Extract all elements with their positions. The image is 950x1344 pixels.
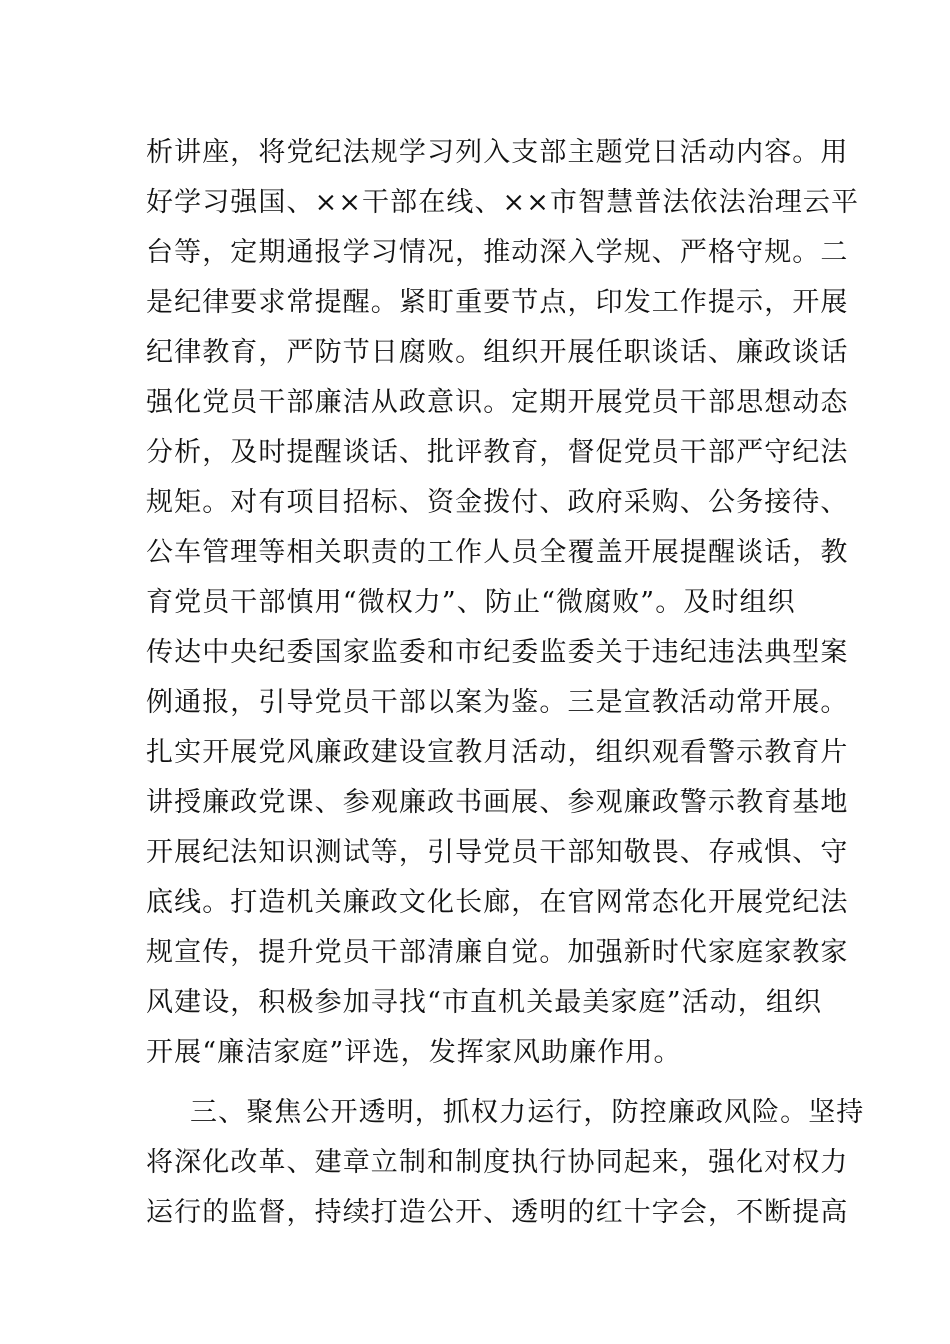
paragraph-line: 运行的监督，持续打造公开、透明的红十字会，不断提高 bbox=[146, 1197, 849, 1228]
paragraph-line: 底线。打造机关廉政文化长廊，在官网常态化开展党纪法 bbox=[146, 887, 849, 918]
paragraph-line: 将深化改革、建章立制和制度执行协同起来，强化对权力 bbox=[146, 1147, 849, 1178]
paragraph-line: 规矩。对有项目招标、资金拨付、政府采购、公务接待、 bbox=[146, 487, 849, 518]
paragraph-line: 风建设，积极参加寻找“市直机关最美家庭”活动，组织 bbox=[146, 987, 823, 1018]
section-heading-line: 三、聚焦公开透明，抓权力运行，防控廉政风险。坚持 bbox=[190, 1097, 865, 1128]
paragraph-line: 公车管理等相关职责的工作人员全覆盖开展提醒谈话，教 bbox=[146, 537, 849, 568]
paragraph-line: 规宣传，提升党员干部清廉自觉。加强新时代家庭家教家 bbox=[146, 937, 849, 968]
paragraph-line: 开展“廉洁家庭”评选，发挥家风助廉作用。 bbox=[146, 1037, 682, 1068]
paragraph-line: 台等，定期通报学习情况，推动深入学规、严格守规。二 bbox=[146, 237, 849, 268]
paragraph-line: 是纪律要求常提醒。紧盯重要节点，印发工作提示，开展 bbox=[146, 287, 849, 318]
paragraph-line: 好学习强国、××干部在线、××市智慧普法依法治理云平 bbox=[146, 187, 860, 218]
paragraph-line: 育党员干部慎用“微权力”、防止“微腐败”。及时组织 bbox=[146, 587, 796, 618]
paragraph-line: 传达中央纪委国家监委和市纪委监委关于违纪违法典型案 bbox=[146, 637, 849, 668]
paragraph-line: 分析，及时提醒谈话、批评教育，督促党员干部严守纪法 bbox=[146, 437, 849, 468]
paragraph-line: 纪律教育，严防节日腐败。组织开展任职谈话、廉政谈话 bbox=[146, 337, 849, 368]
paragraph-line: 讲授廉政党课、参观廉政书画展、参观廉政警示教育基地 bbox=[146, 787, 849, 818]
document-body bbox=[146, 128, 865, 1238]
paragraph-line: 例通报，引导党员干部以案为鉴。三是宣教活动常开展。 bbox=[146, 687, 849, 718]
paragraph-line: 析讲座，将党纪法规学习列入支部主题党日活动内容。用 bbox=[146, 137, 849, 168]
paragraph-line: 强化党员干部廉洁从政意识。定期开展党员干部思想动态 bbox=[146, 387, 849, 418]
paragraph-gap bbox=[146, 1078, 816, 1088]
paragraph-line: 开展纪法知识测试等，引导党员干部知敬畏、存戒惧、守 bbox=[146, 837, 849, 868]
paragraph-line: 扎实开展党风廉政建设宣教月活动，组织观看警示教育片 bbox=[146, 737, 849, 768]
